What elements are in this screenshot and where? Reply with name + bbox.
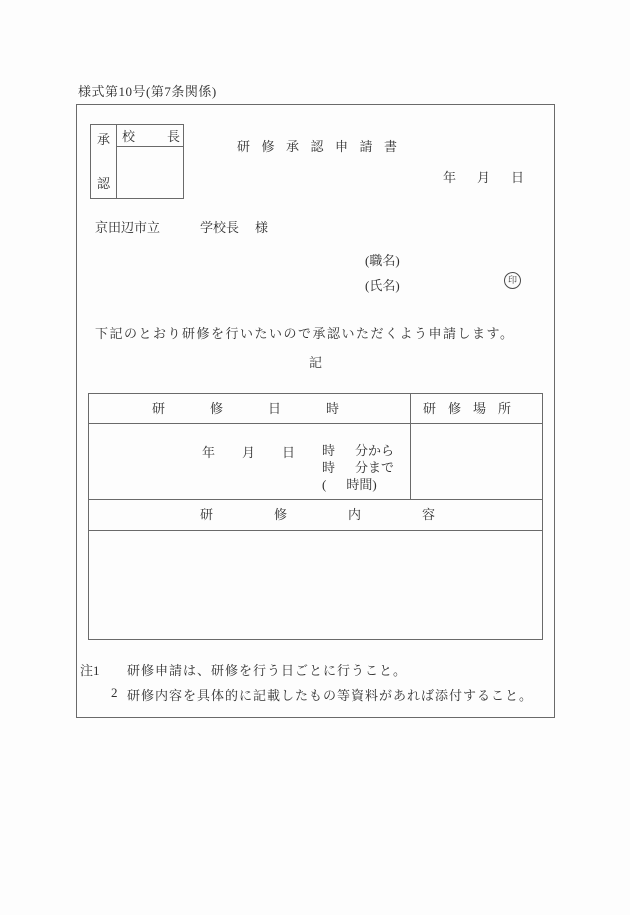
note-1-number: 注1 (80, 663, 100, 678)
addressee-principal: 学校長 (200, 220, 240, 235)
training-table (88, 393, 543, 640)
datetime-entry-cell (89, 424, 411, 499)
form-border-frame (76, 104, 555, 718)
time-to-hour-label: 時 (322, 460, 336, 475)
location-entry-cell (411, 424, 542, 499)
duration-open-paren: ( (322, 477, 327, 492)
table-entry-row (89, 424, 542, 500)
datetime-column-header: 研修日時 (89, 394, 411, 423)
note-2-number: 2 (111, 685, 118, 700)
date-day-label: 日 (511, 170, 525, 185)
duration-hours-label: 時間) (346, 477, 377, 492)
time-from-line (322, 442, 394, 459)
table-header-row (89, 394, 542, 424)
principal-char-first: 校 (122, 129, 136, 144)
content-entry-cell (89, 531, 542, 639)
content-column-header: 研修内容 (200, 507, 497, 522)
note-1-text: 研修申請は、研修を行う日ごとに行うこと。 (127, 663, 408, 678)
date-month-label: 月 (477, 170, 491, 185)
request-sentence: 下記のとおり研修を行いたいので承認いただくよう申請します。 (95, 326, 515, 341)
record-marker: 記 (308, 355, 322, 370)
date-line (443, 167, 524, 186)
document-title: 研修承認申請書 (237, 139, 409, 154)
approval-label-column (91, 125, 117, 198)
note-line-2 (80, 685, 533, 704)
cell-month-label: 月 (242, 445, 256, 460)
date-year-label: 年 (443, 170, 457, 185)
datetime-time-labels (322, 442, 394, 493)
time-from-minute-label: 分から (355, 443, 395, 458)
addressee-line (95, 217, 268, 236)
datetime-date-labels (202, 442, 295, 461)
time-to-line (322, 459, 394, 476)
content-header-row (89, 500, 542, 531)
principal-char-second: 長 (166, 129, 180, 144)
cell-day-label: 日 (282, 445, 296, 460)
approval-stamp-box (90, 124, 184, 199)
addressee-city: 京田辺市立 (95, 220, 161, 235)
duration-line (322, 476, 394, 493)
principal-stamp-empty-cell (117, 147, 183, 198)
cell-year-label: 年 (202, 445, 216, 460)
note-2-text: 研修内容を具体的に記載したもの等資料があれば添付すること。 (127, 688, 534, 703)
name-label: (氏名) (365, 278, 400, 293)
approval-char-bottom: 認 (96, 176, 110, 191)
time-to-minute-label: 分まで (355, 460, 395, 475)
note-line-1 (80, 660, 407, 679)
seal-icon: 印 (504, 272, 521, 289)
approval-char-top: 承 (96, 132, 110, 147)
time-from-hour-label: 時 (322, 443, 336, 458)
location-column-header: 研修場所 (423, 401, 524, 416)
addressee-honorific: 様 (255, 220, 269, 235)
principal-stamp-column (117, 125, 183, 198)
job-title-label: (職名) (365, 253, 400, 268)
form-number-label: 様式第10号(第7条関係) (78, 84, 217, 99)
principal-header-cell (117, 125, 183, 147)
